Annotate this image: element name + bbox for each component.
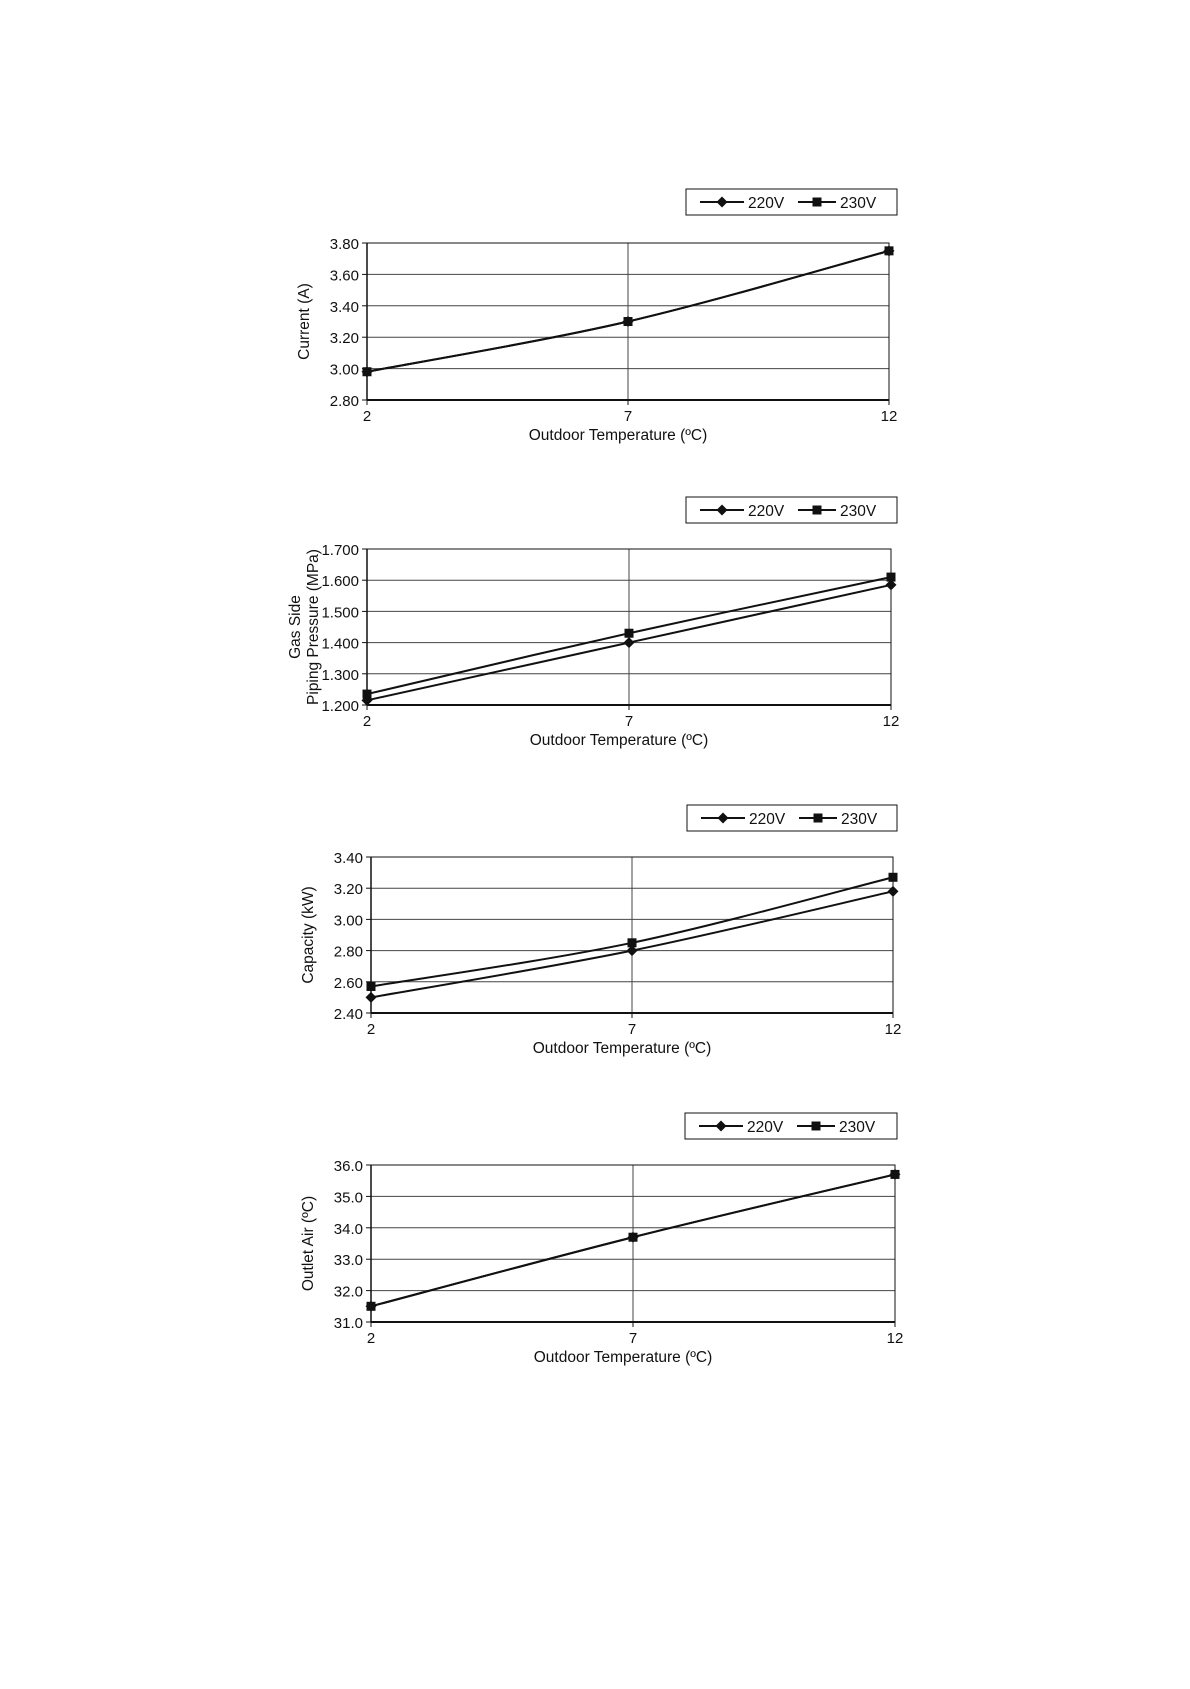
y-tick-label: 1.700 [321, 542, 359, 559]
y-tick-label: 1.400 [321, 635, 359, 653]
y-tick-label: 3.00 [329, 361, 359, 379]
y-tick-label: 3.20 [329, 330, 359, 348]
legend [686, 497, 897, 523]
y-tick-label: 3.00 [333, 912, 363, 930]
data-point-230V [367, 1302, 376, 1311]
x-tick-label: 7 [624, 713, 634, 730]
data-point-230V [629, 1233, 638, 1242]
y-tick-label: 3.60 [329, 267, 359, 285]
data-point-230V [624, 317, 633, 326]
y-tick-label: 1.600 [321, 573, 359, 591]
legend-marker-230V [814, 814, 823, 823]
y-axis-title: Current (A) [296, 283, 313, 360]
y-tick-label: 3.40 [333, 850, 363, 867]
y-tick-label: 33.0 [333, 1252, 363, 1270]
y-tick-label: 2.80 [333, 943, 363, 961]
legend-label: 220V [749, 811, 786, 828]
x-tick-label: 7 [627, 1021, 637, 1038]
data-point-230V [891, 1170, 900, 1179]
legend-label: 220V [747, 1119, 784, 1136]
legend-label: 230V [840, 503, 877, 520]
y-axis-title: Gas Side [287, 595, 304, 659]
legend [687, 805, 897, 831]
y-tick-label: 3.40 [329, 298, 359, 316]
chart-2 [287, 497, 899, 749]
data-point-230V [625, 629, 634, 638]
data-point-230V [367, 982, 376, 991]
y-axis-title: Outlet Air (ºC) [300, 1195, 317, 1292]
y-tick-label: 3.20 [333, 881, 363, 899]
data-point-230V [363, 690, 372, 699]
y-tick-label: 1.300 [321, 666, 359, 684]
legend-marker-230V [812, 1122, 821, 1131]
data-point-230V [628, 938, 637, 947]
y-tick-label: 1.500 [321, 604, 359, 622]
x-tick-label: 12 [882, 713, 900, 730]
legend-label: 220V [748, 195, 785, 212]
chart-4 [300, 1113, 903, 1366]
y-tick-label: 2.80 [329, 393, 359, 410]
legend-label: 230V [841, 811, 878, 828]
y-tick-label: 3.80 [329, 236, 359, 253]
x-tick-label: 2 [362, 713, 372, 730]
x-axis-title: Outdoor Temperature (ºC) [529, 732, 709, 749]
y-tick-label: 31.0 [333, 1315, 363, 1332]
chart-3 [300, 805, 901, 1057]
legend-label: 230V [839, 1119, 876, 1136]
y-axis-title: Capacity (kW) [300, 886, 317, 984]
y-tick-label: 36.0 [333, 1158, 363, 1175]
x-axis-title: Outdoor Temperature (ºC) [533, 1349, 713, 1366]
x-tick-label: 7 [628, 1330, 638, 1347]
legend-label: 230V [840, 195, 877, 212]
y-tick-label: 35.0 [333, 1189, 363, 1207]
data-point-220V [888, 886, 899, 897]
y-tick-label: 2.60 [333, 974, 363, 992]
x-tick-label: 2 [366, 1021, 376, 1038]
y-tick-label: 32.0 [333, 1283, 363, 1301]
y-tick-label: 1.200 [321, 698, 359, 715]
chart-1 [296, 189, 897, 444]
data-point-230V [885, 246, 894, 255]
data-point-220V [624, 637, 635, 648]
legend-label: 220V [748, 503, 785, 520]
x-tick-label: 2 [366, 1330, 376, 1347]
data-point-220V [366, 992, 377, 1003]
legend [686, 189, 897, 215]
x-axis-title: Outdoor Temperature (ºC) [528, 427, 708, 444]
x-tick-label: 12 [880, 408, 898, 425]
data-point-230V [363, 367, 372, 376]
x-tick-label: 7 [623, 408, 633, 425]
x-tick-label: 12 [886, 1330, 904, 1347]
x-tick-label: 2 [362, 408, 372, 425]
y-tick-label: 34.0 [333, 1220, 363, 1238]
data-point-230V [889, 873, 898, 882]
x-tick-label: 12 [884, 1021, 902, 1038]
y-axis-title: Piping Pressure (MPa) [305, 549, 322, 705]
legend-marker-230V [813, 506, 822, 515]
legend [685, 1113, 897, 1139]
legend-marker-230V [813, 198, 822, 207]
y-tick-label: 2.40 [333, 1006, 363, 1023]
data-point-230V [887, 573, 896, 582]
x-axis-title: Outdoor Temperature (ºC) [532, 1040, 712, 1057]
